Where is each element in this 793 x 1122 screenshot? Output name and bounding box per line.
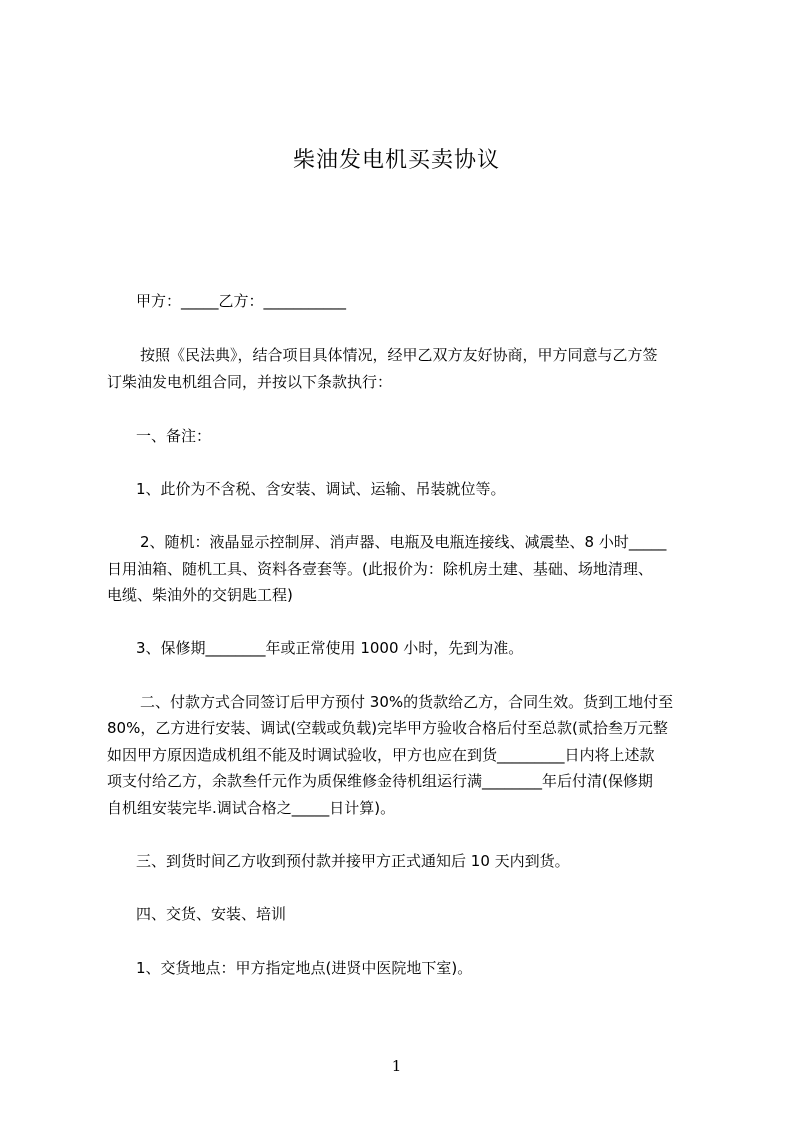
clause-item: 电缆、柴油外的交钥匙工程) — [107, 586, 293, 604]
intro-line: 订柴油发电机组合同，并按以下条款执行： — [107, 373, 393, 391]
section-heading: 四、交货、安装、培训 — [136, 905, 287, 923]
section-paragraph: 项支付给乙方，余款叁仟元作为质保维修金待机组运行满________年后付清(保修期 — [107, 772, 653, 790]
section-heading: 一、备注： — [136, 427, 212, 445]
parties-line: 甲方：_____乙方：___________ — [136, 292, 347, 310]
section-paragraph: 二、付款方式合同签订后甲方预付 30%的货款给乙方，合同生效。货到工地付至 — [140, 693, 674, 711]
section-paragraph: 80%，乙方进行安装、调试(空载或负载)完毕甲方验收合格后付至总款(贰拾叁万元整 — [107, 719, 668, 737]
page-number: 1 — [391, 1057, 402, 1075]
clause-item: 1、此价为不含税、含安装、调试、运输、吊装就位等。 — [136, 480, 506, 498]
document-title: 柴油发电机买卖协议 — [292, 148, 500, 173]
clause-item: 1、交货地点：甲方指定地点(进贤中医院地下室)。 — [136, 959, 473, 977]
section-paragraph: 自机组安装完毕.调试合格之_____日计算)。 — [107, 799, 396, 817]
section-paragraph: 如因甲方原因造成机组不能及时调试验收，甲方也应在到货_________日内将上述款 — [107, 746, 655, 764]
section-paragraph: 三、到货时间乙方收到预付款并接甲方正式通知后 10 天内到货。 — [136, 852, 570, 870]
clause-item: 日用油箱、随机工具、资料各壹套等。(此报价为：除机房土建、基础、场地清理、 — [107, 560, 653, 578]
clause-item: 2、随机：液晶显示控制屏、消声器、电瓶及电瓶连接线、减震垫、8 小时_____ — [140, 533, 667, 551]
intro-line: 按照《民法典》，结合项目具体情况，经甲乙双方友好协商，甲方同意与乙方签 — [140, 346, 658, 364]
clause-item: 3、保修期________年或正常使用 1000 小时，先到为准。 — [136, 639, 524, 657]
